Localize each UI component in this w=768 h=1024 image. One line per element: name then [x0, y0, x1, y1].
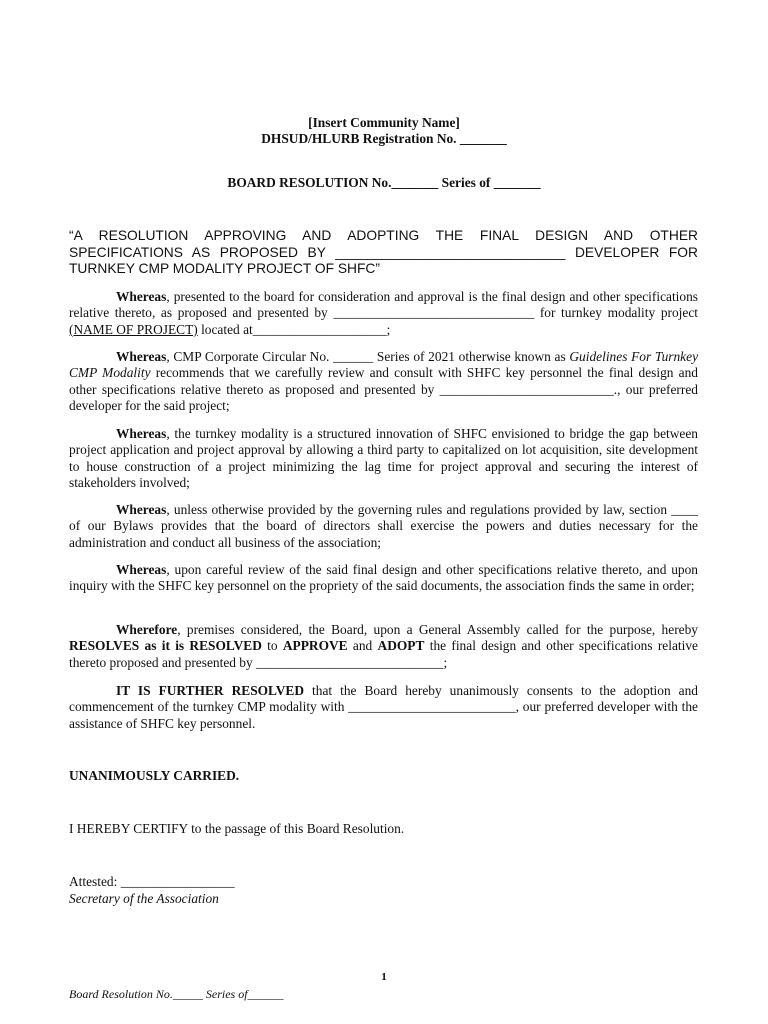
paragraph-text: the final design and other specifications relative thereto proposed and presented by ____________________________; [69, 638, 698, 670]
paragraph-text: , presented to the board for consideration and approval is the final design and other specifications relative thereto, as proposed and presented by ______________________________ for turnkey modality project [69, 289, 698, 321]
certification-statement: I HEREBY CERTIFY to the passage of this Board Resolution. [69, 821, 405, 836]
paragraph-wherefore [69, 622, 698, 671]
resolves-text: RESOLVES as it is RESOLVED [69, 638, 262, 654]
paragraph-text: to [261, 638, 283, 654]
secretary-label: Secretary of the Association [69, 891, 219, 906]
page-footer: Board Resolution No._____ Series of______ [69, 987, 284, 1001]
approve-text: APPROVE [282, 638, 348, 654]
paragraph-text: , upon careful review of the said final design and other specifications relative thereto, and upon inquiry with the SHFC key personnel on the propriety of the said documents, the association finds the same in order; [69, 562, 698, 594]
paragraph-text: , premises considered, the Board, upon a General Assembly called for the purpose, hereby [177, 622, 698, 637]
whereas-label: Whereas [116, 289, 167, 304]
paragraph-text: , the turnkey modality is a structured innovation of SHFC envisioned to bridge the gap between project application and project approval by allowing a third party to capitalized on lot acquisition, site development to house construction of a project minimizing the lag time for project approval and securing the interest of stakeholders involved; [69, 426, 698, 491]
project-name-placeholder: (NAME OF PROJECT) [69, 321, 198, 337]
page-number: 1 [381, 971, 387, 983]
paragraph-text: and [347, 638, 378, 654]
guidelines-title: Guidelines For Turnkey CMP Modality [69, 349, 699, 381]
paragraph-text: located at____________________; [197, 321, 391, 337]
whereas-label: Whereas [116, 426, 167, 441]
paragraph-whereas-4 [69, 502, 698, 551]
registration-number: DHSUD/HLURB Registration No. _______ [261, 131, 507, 146]
attested-line: Attested: _________________ [69, 874, 235, 889]
paragraph-text: , unless otherwise provided by the governing rules and regulations provided by law, section ____ of our Bylaws provides that the board of directors shall exercise the powers and duties necessary for the administration and conduct all business of the association; [69, 502, 698, 550]
resolution-number: BOARD RESOLUTION No._______ Series of _______ [227, 175, 541, 190]
paragraph-whereas-5 [69, 562, 698, 595]
paragraph-text: that the Board hereby unanimously consents to the adoption and commencement of the turnkey CMP modality with _________________________, our preferred developer with the assistance of SHFC key personnel. [69, 683, 698, 731]
adopt-text: ADOPT [377, 638, 425, 654]
paragraph-text: , CMP Corporate Circular No. ______ Series of 2021 otherwise known as [166, 349, 570, 364]
paragraph-whereas-2 [69, 349, 698, 415]
paragraph-whereas-1 [69, 289, 698, 338]
community-name: [Insert Community Name] [308, 115, 460, 130]
wherefore-label: Wherefore [116, 622, 178, 637]
whereas-label: Whereas [116, 502, 167, 517]
unanimously-carried: UNANIMOUSLY CARRIED. [69, 768, 240, 783]
paragraph-whereas-3 [69, 426, 698, 492]
whereas-label: Whereas [116, 562, 167, 577]
paragraph-text: recommends that we carefully review and consult with SHFC key personnel the final design and other specifications relative thereto as proposed and presented by __________________________., our preferred developer for the said project; [69, 365, 698, 414]
paragraph-further-resolved [69, 683, 698, 732]
whereas-label: Whereas [116, 349, 167, 364]
resolution-title: “A RESOLUTION APPROVING AND ADOPTING THE FINAL DESIGN AND OTHER SPECIFICATIONS AS PROPOSED BY ______________________________ DEVELOPER FOR TURNKEY CMP MODALITY PROJECT OF SHFC” [69, 228, 698, 277]
further-resolved-label: IT IS FURTHER RESOLVED [116, 683, 305, 698]
